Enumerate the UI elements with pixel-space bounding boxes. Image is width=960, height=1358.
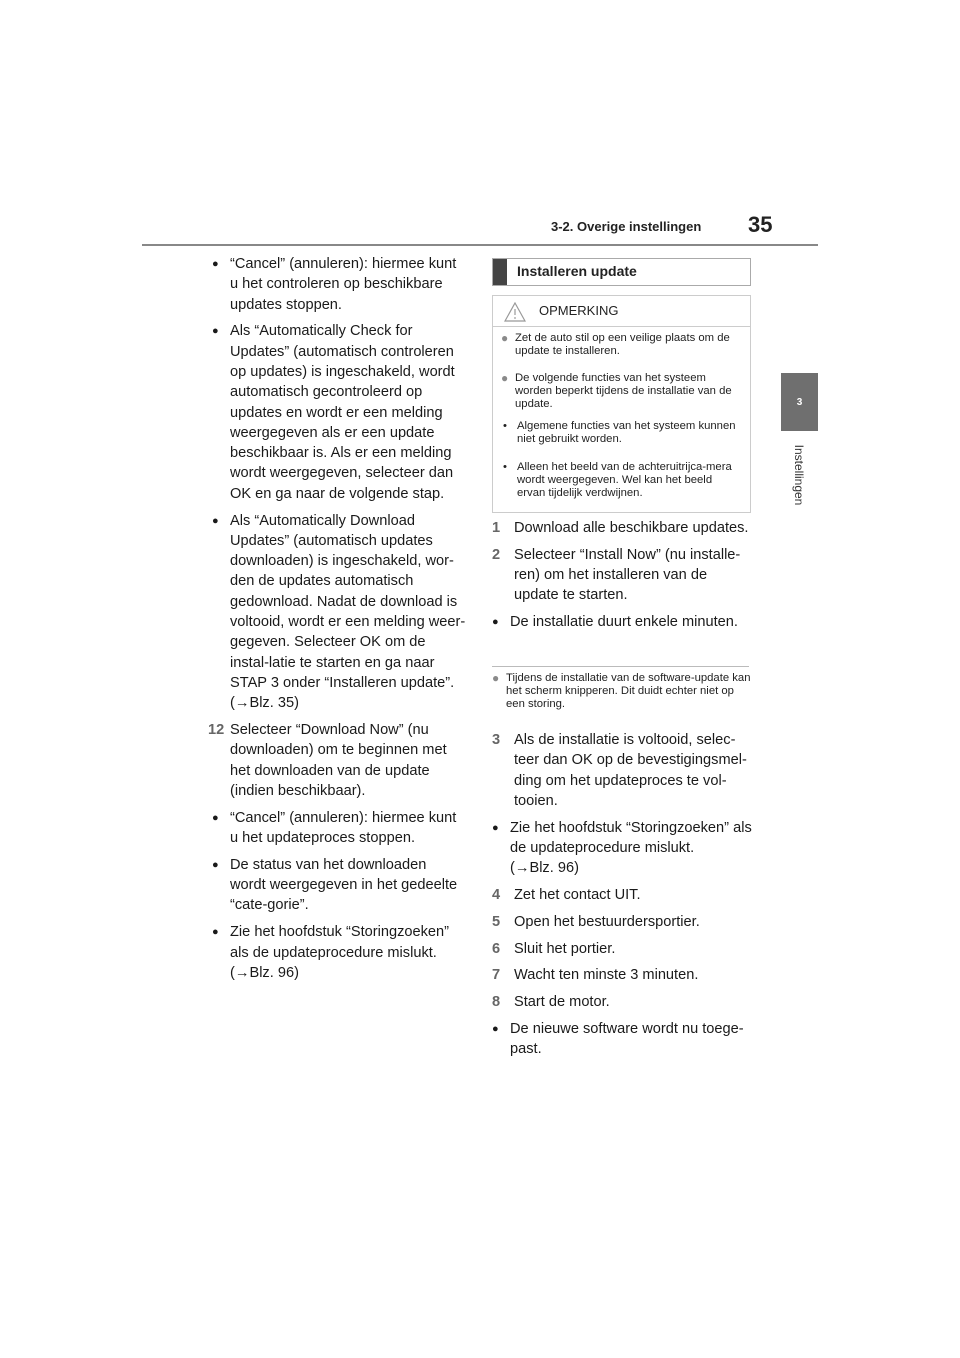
chapter-tab bbox=[781, 373, 818, 431]
bullet-icon: ● bbox=[212, 926, 219, 939]
right-column-top bbox=[492, 518, 752, 639]
list-item: ● De nieuwe software wordt nu toege-past. bbox=[492, 1021, 744, 1058]
step-item: 12 Selecteer “Download Now” (nu downloaden) om te beginnen met het downloaden van de update (indien beschikbaar). bbox=[208, 722, 447, 799]
page-reference[interactable]: (→Blz. 96) bbox=[230, 964, 299, 981]
small-note: ● Tijdens de installatie van de software-update kan het scherm knipperen. Dit duidt echter niet op een storing. bbox=[492, 671, 751, 710]
chapter-label-text: Instellingen bbox=[792, 444, 806, 506]
page-reference[interactable]: (→Blz. 96) bbox=[510, 860, 579, 877]
left-column bbox=[208, 254, 466, 990]
note-bullet-icon: ● bbox=[501, 331, 509, 345]
header-rule bbox=[142, 244, 818, 246]
list-item: ● Zie het hoofdstuk “Storingzoeken” als de updateprocedure mislukt. (→Blz. 96) bbox=[492, 819, 752, 877]
step-number: 12 bbox=[208, 722, 225, 739]
note-item: ● Zet de auto stil op een veilige plaats om de update te installeren. bbox=[501, 331, 730, 357]
note-sub-marker: • bbox=[503, 461, 507, 473]
step-number: 7 bbox=[492, 967, 501, 984]
note-heading: OPMERKING bbox=[539, 303, 619, 318]
list-item: ● De installatie duurt enkele minuten. bbox=[492, 612, 752, 632]
bullet-icon: ● bbox=[212, 858, 219, 871]
note-header bbox=[493, 296, 750, 327]
right-column-bottom bbox=[492, 730, 752, 1066]
note-separator bbox=[492, 666, 749, 667]
warning-triangle-icon bbox=[504, 302, 526, 322]
list-item: ● Als “Automatically Check for Updates” (automatisch controleren op updates) is ingeschakeld, wordt automatisch gecontroleerd op updates en wordt er een melding weergegeven als er een update beschikbaar is. Als er een melding wordt weergegeven, selecteer dan OK en ga naar de volgende stap. bbox=[212, 323, 455, 502]
step-item: 2 Selecteer “Install Now” (nu installe-ren) om het installeren van de update te starten. bbox=[492, 546, 741, 604]
step-item: 5 Open het bestuurdersportier. bbox=[492, 912, 752, 932]
list-item: ● De status van het downloaden wordt weergegeven in het gedeelte “cate-gorie”. bbox=[212, 856, 458, 914]
list-item: ● Als “Automatically Download Updates” (automatisch updates downloaden) is ingeschakeld, wor-den de updates automatisch gedownload. Nadat de download is voltooid, wordt er een melding weer-gegeven. Selecteer OK om de instal-latie te starten en ga naar STAP 3 onder “Installeren update”. (→Blz. 35) bbox=[212, 512, 466, 712]
bullet-icon: ● bbox=[492, 821, 499, 834]
step-number: 8 bbox=[492, 994, 501, 1011]
step-number: 2 bbox=[492, 546, 501, 563]
chapter-label bbox=[787, 440, 811, 510]
step-number: 3 bbox=[492, 732, 501, 748]
bullet-icon: ● bbox=[492, 1023, 499, 1036]
heading-bar bbox=[493, 259, 507, 285]
step-item: 4 Zet het contact UIT. bbox=[492, 885, 752, 905]
step-item: 8 Start de motor. bbox=[492, 992, 752, 1012]
chapter-number: 3 bbox=[796, 396, 803, 408]
note-box bbox=[492, 295, 751, 513]
step-item: 3 Als de installatie is voltooid, selec-teer dan OK op de bevestigingsmel-ding om het updateproces te vol-tooien. bbox=[492, 732, 747, 809]
page-number: 35 bbox=[748, 212, 773, 237]
step-number: 6 bbox=[492, 940, 501, 957]
page-reference[interactable]: (→Blz. 35) bbox=[230, 695, 299, 712]
install-update-title: Installeren update bbox=[517, 263, 637, 279]
step-number: 4 bbox=[492, 887, 501, 904]
step-item: 6 Sluit het portier. bbox=[492, 939, 752, 959]
bullet-icon: ● bbox=[212, 514, 219, 527]
list-item: ● “Cancel” (annuleren): hiermee kunt u het updateproces stoppen. bbox=[212, 809, 457, 847]
bullet-icon: ● bbox=[212, 258, 219, 270]
note-subitem: • Algemene functies van het systeem kunnen niet gebruikt worden. bbox=[503, 420, 736, 445]
note-item: ● De volgende functies van het systeem worden beperkt tijdens de installatie van de update. bbox=[501, 371, 732, 410]
step-number: 1 bbox=[492, 520, 501, 536]
bullet-icon: ● bbox=[212, 325, 219, 338]
note-bullet-icon: ● bbox=[492, 671, 500, 685]
step-number: 5 bbox=[492, 913, 501, 930]
note-subitem: • Alleen het beeld van de achteruitrijca-mera wordt weergegeven. Wel kan het beeld ervan tijdelijk verdwijnen. bbox=[503, 461, 732, 499]
step-item: 7 Wacht ten minste 3 minuten. bbox=[492, 965, 752, 985]
note-bullet-icon: ● bbox=[501, 371, 509, 385]
bullet-icon: ● bbox=[492, 616, 499, 629]
note-sub-marker: • bbox=[503, 420, 507, 432]
list-item: ● “Cancel” (annuleren): hiermee kunt u het controleren op beschikbare updates stoppen. bbox=[212, 256, 457, 313]
bullet-icon: ● bbox=[212, 811, 219, 824]
install-update-heading bbox=[492, 258, 751, 286]
list-item: ● Zie het hoofdstuk “Storingzoeken” als de updateprocedure mislukt. (→Blz. 96) bbox=[212, 924, 450, 981]
section-title: 3-2. Overige instellingen bbox=[551, 219, 702, 234]
step-item: 1 Download alle beschikbare updates. bbox=[492, 518, 752, 538]
